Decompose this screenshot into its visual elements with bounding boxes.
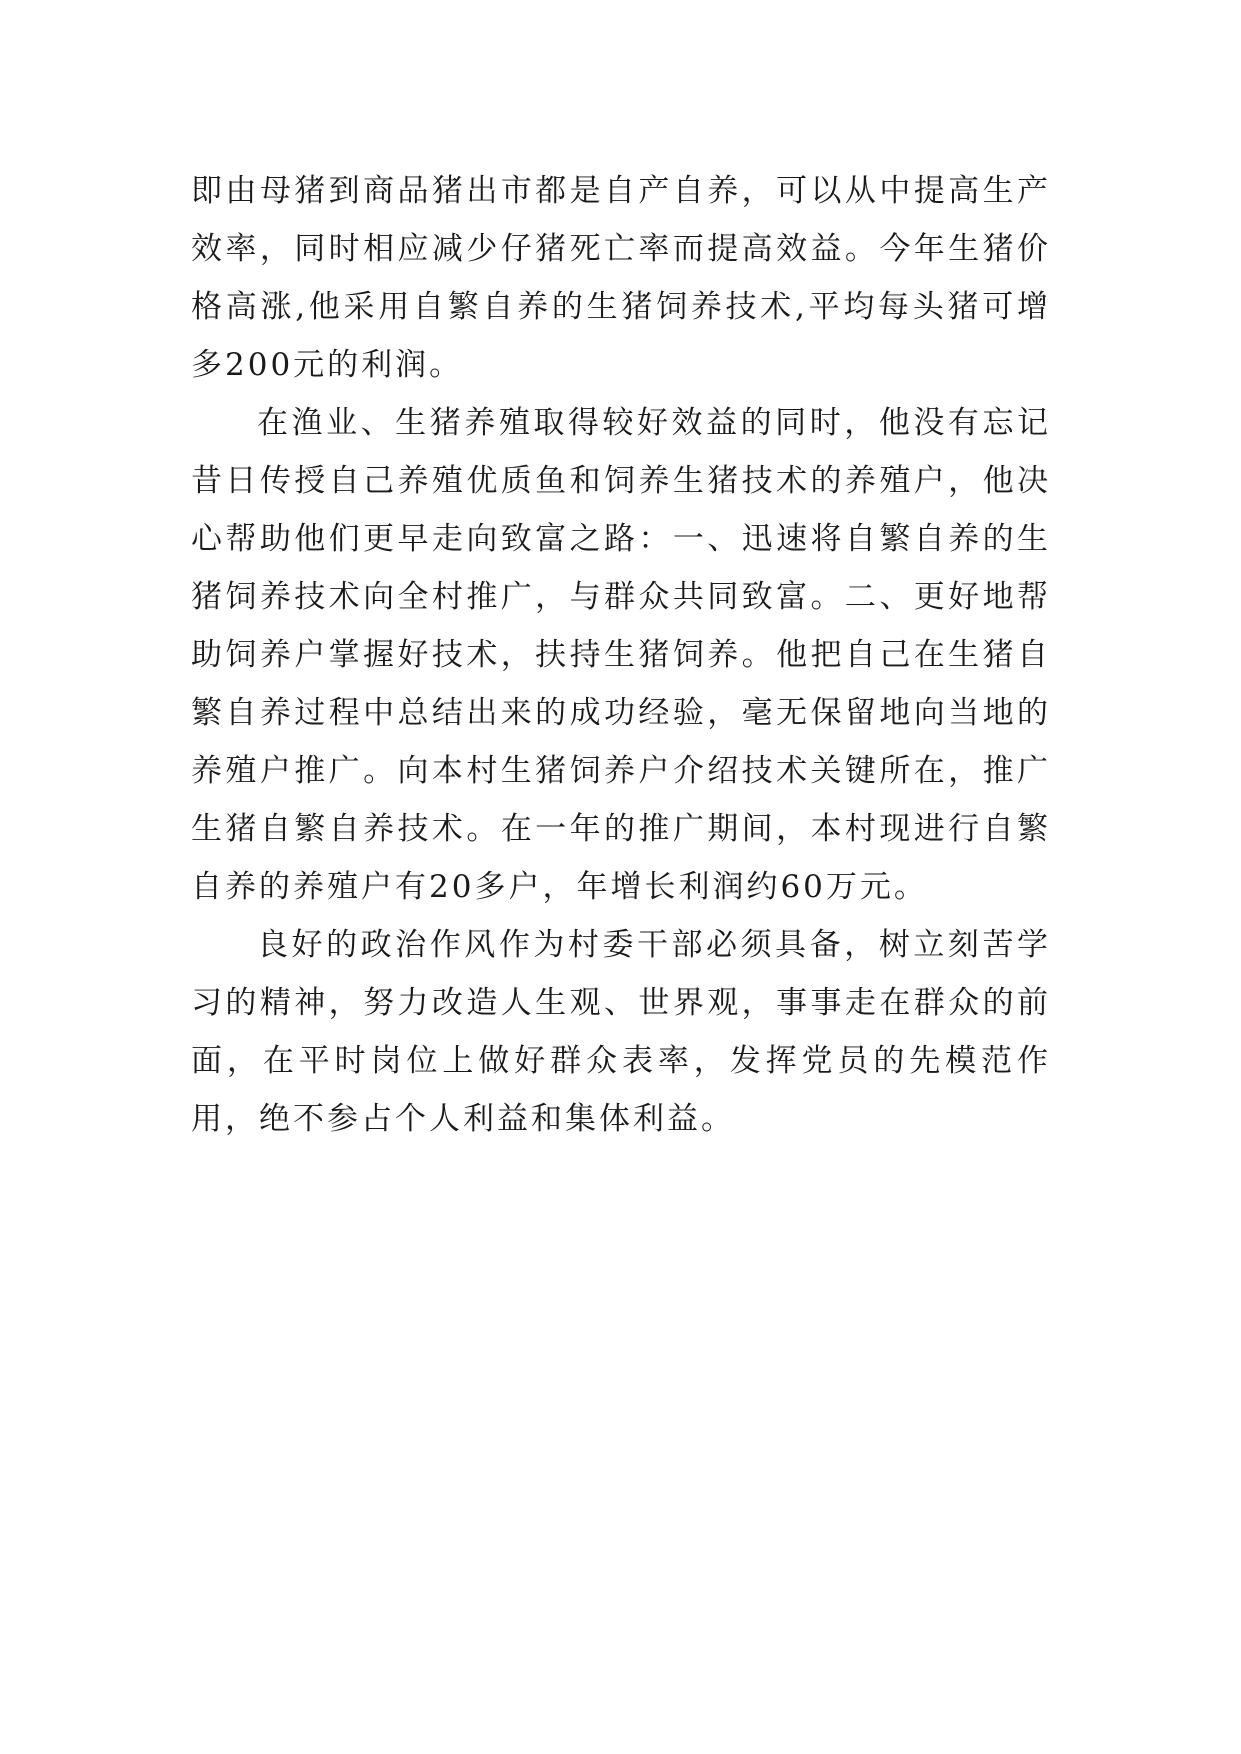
paragraph-continuation: 即由母猪到商品猪出市都是自产自养，可以从中提高生产效率，同时相应减少仔猪死亡率而提高效益。今年生猪价格高涨,他采用自繁自养的生猪饲养技术,平均每头猪可增多200元的利润。: [191, 173, 1051, 383]
paragraph-promotion: 在渔业、生猪养殖取得较好效益的同时，他没有忘记昔日传授自己养殖优质鱼和饲养生猪技术的养殖户，他决心帮助他们更早走向致富之路：一、迅速将自繁自养的生猪饲养技术向全村推广，与群众共同致富。二、更好地帮助饲养户掌握好技术，扶持生猪饲养。他把自己在生猪自繁自养过程中总结出来的成功经验，毫无保留地向当地的养殖户推广。向本村生猪饲养户介绍技术关键所在，推广生猪自繁自养技术。在一年的推广期间，本村现进行自繁自养的养殖户有20多户，年增长利润约60万元。: [191, 405, 1051, 905]
document-body: [191, 162, 1051, 1148]
paragraph-conduct: 良好的政治作风作为村委干部必须具备，树立刻苦学习的精神，努力改造人生观、世界观，事事走在群众的前面，在平时岗位上做好群众表率，发挥党员的先模范作用，绝不参占个人利益和集体利益。: [191, 927, 1051, 1137]
